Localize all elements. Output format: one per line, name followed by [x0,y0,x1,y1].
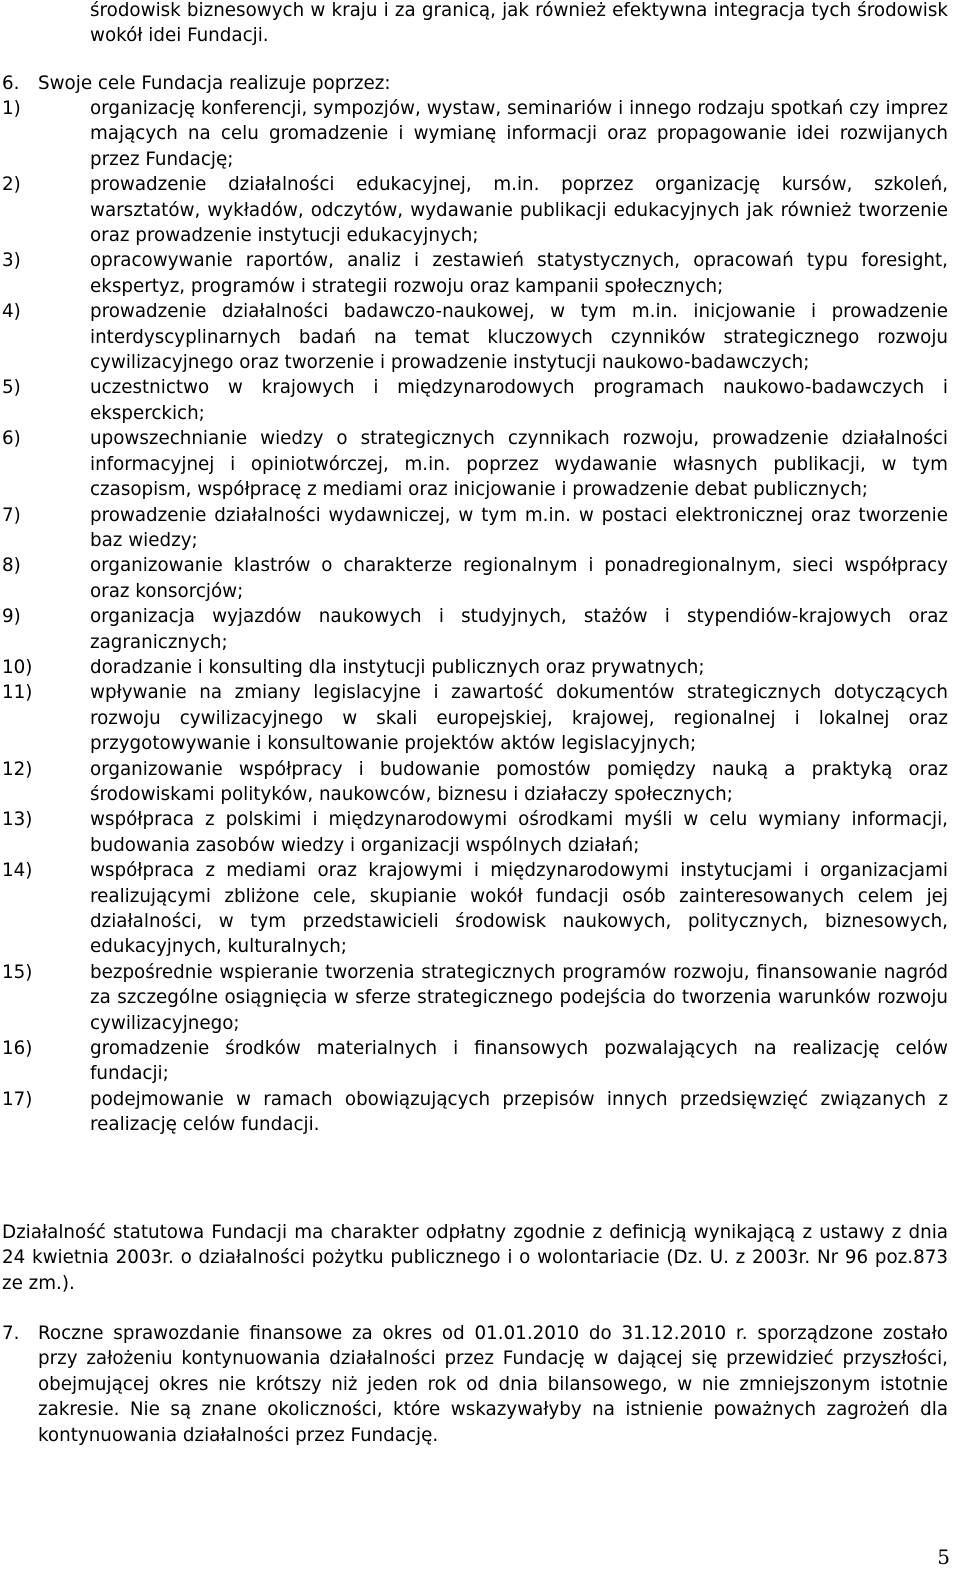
list-item-number: 8) [2,555,21,577]
list-item-text: podejmowanie w ramach obowiązujących przepisów innych przedsięwzięć związanych z realizację celów fundacji. [90,1088,948,1136]
list-item [0,553,948,604]
list-item-text: uczestnictwo w krajowych i międzynarodowych programach naukowo-badawczych i eksperckich; [90,377,948,424]
list-item [0,248,948,299]
list-item-number: 14) [2,860,33,882]
list-item-text: prowadzenie działalności badawczo-naukowej, w tym m.in. inicjowanie i prowadzenie interdyscyplinarnych badań na temat kluczowych czynników strategicznego rozwoju cywilizacyjnego oraz tworzenie i prowadzenie instytucji naukowo-badawczych; [90,301,948,374]
list-item [0,655,948,680]
section-7-number: 7. [2,1323,20,1344]
list-item-number: 5) [2,377,21,399]
list-item-text: wpływanie na zmiany legislacyjne i zawartość dokumentów strategicznych dotyczących rozwoju cywilizacyjnego w skali europejskiej, krajowej, regionalnej i lokalnej oraz przygotowywanie i konsultowanie projektów aktów legislacyjnych; [90,682,948,755]
list-item [0,375,948,426]
list-item [0,858,948,960]
list-item-number: 17) [2,1088,33,1110]
list-item [0,426,948,502]
section-7-text: Roczne sprawozdanie finansowe za okres od 01.01.2010 do 31.12.2010 r. sporządzone zostało przy założeniu kontynuowania działalności przez Fundację w dającej się przewidzieć przyszłości, obejmującej okres nie krótszy niż jeden rok od dnia bilansowego, w nie zmniejszonym istotnie zakresie. Nie są znane okoliczności, które wskazywałyby na istnienie poważnych zagrożeń dla kontynuowania działalności przez Fundację. [38,1323,948,1446]
list-item [0,757,948,808]
list-item-text: gromadzenie środków materialnych i finansowych pozwalających na realizację celów fundacji; [90,1038,948,1085]
list-item-text: opracowywanie raportów, analiz i zestawień statystycznych, opracowań typu foresight, ekspertyz, programów i strategii rozwoju oraz kampanii społecznych; [90,250,948,297]
list-item-number: 3) [2,250,21,272]
list-item [0,172,948,248]
section-7 [0,1321,948,1448]
list-item-number: 11) [2,682,33,704]
list-item-text: organizowanie klastrów o charakterze regionalnym i ponadregionalnym, sieci współpracy oraz konsorcjów; [90,555,948,602]
list-item [0,1036,948,1087]
list-item [0,503,948,554]
list-item-text: organizacja wyjazdów naukowych i studyjnych, stażów i stypendiów-krajowych oraz zagranicznych; [90,606,948,653]
list-item-number: 1) [2,98,21,119]
list-item-number: 16) [2,1038,33,1060]
statute-paragraph: Działalność statutowa Fundacji ma charakter odpłatny zgodnie z definicją wynikającą z ustawy z dnia 24 kwietnia 2003r. o działalności pożytku publicznego i o wolontariacie (Dz. U. z 2003r. Nr 96 poz.873 ze zm.). [2,1222,948,1294]
page-number: 5 [937,1545,950,1569]
list-item [0,604,948,655]
list-item-number: 6) [2,428,21,450]
list-item-number: 9) [2,606,21,628]
list-item [0,96,948,172]
list-item-number: 13) [2,809,33,831]
list-item-number: 15) [2,961,33,983]
list-item-number: 4) [2,301,21,323]
list-item-number: 12) [2,758,33,780]
list-item-text: organizację konferencji, sympozjów, wystaw, seminariów i innego rodzaju spotkań czy imprez mających na celu gromadzenie i wymianę informacji oraz propagowanie idei rozwijanych przez Fundację; [90,98,948,170]
intro-continuation: środowisk biznesowych w kraju i za granicą, jak również efektywna integracja tych środowisk wokół idei Fundacji. [90,0,948,47]
list-item [0,1087,948,1138]
list-item-text: upowszechnianie wiedzy o strategicznych czynnikach rozwoju, prowadzenie działalności informacyjnej i opiniotwórczej, m.in. poprzez wydawanie własnych publikacji, w tym czasopism, współpracę z mediami oraz inicjowanie i prowadzenie debat publicznych; [90,428,948,501]
list-item-text: bezpośrednie wspieranie tworzenia strategicznych programów rozwoju, finansowanie nagród za szczególne osiągnięcia w sferze strategicznego podejścia do tworzenia warunków rozwoju cywilizacyjnego; [90,961,948,1034]
list-item [0,299,948,375]
goals-list [0,96,948,1138]
list-item-number: 7) [2,504,21,526]
list-item [0,960,948,1036]
list-item-number: 2) [2,174,21,196]
list-item-text: prowadzenie działalności wydawniczej, w tym m.in. w postaci elektronicznej oraz tworzenie baz wiedzy; [90,504,948,551]
list-item-text: współpraca z mediami oraz krajowymi i międzynarodowymi instytucjami i organizacjami realizującymi zbliżone cele, skupianie wokół fundacji osób zainteresowanych celem jej działalności, w tym przedstawicieli środowisk naukowych, politycznych, biznesowych, edukacyjnych, kulturalnych; [90,860,948,958]
section-6-number: 6. [2,73,20,94]
list-item [0,680,948,756]
list-item-number: 10) [2,656,33,678]
list-item-text: doradzanie i konsulting dla instytucji publicznych oraz prywatnych; [90,656,705,678]
list-item-text: współpraca z polskimi i międzynarodowymi ośrodkami myśli w celu wymiany informacji, budowania zasobów wiedzy i organizacji wspólnych działań; [90,809,948,856]
list-item-text: prowadzenie działalności edukacyjnej, m.in. poprzez organizację kursów, szkoleń, warsztatów, wykładów, odczytów, wydawanie publikacji edukacyjnych jak również tworzenie oraz prowadzenie instytucji edukacyjnych; [90,174,948,247]
list-item [0,807,948,858]
list-item-text: organizowanie współpracy i budowanie pomostów pomiędzy nauką a praktyką oraz środowiskami polityków, naukowców, biznesu i działaczy społecznych; [90,758,948,805]
section-6-lead: Swoje cele Fundacja realizuje poprzez: [38,73,391,94]
